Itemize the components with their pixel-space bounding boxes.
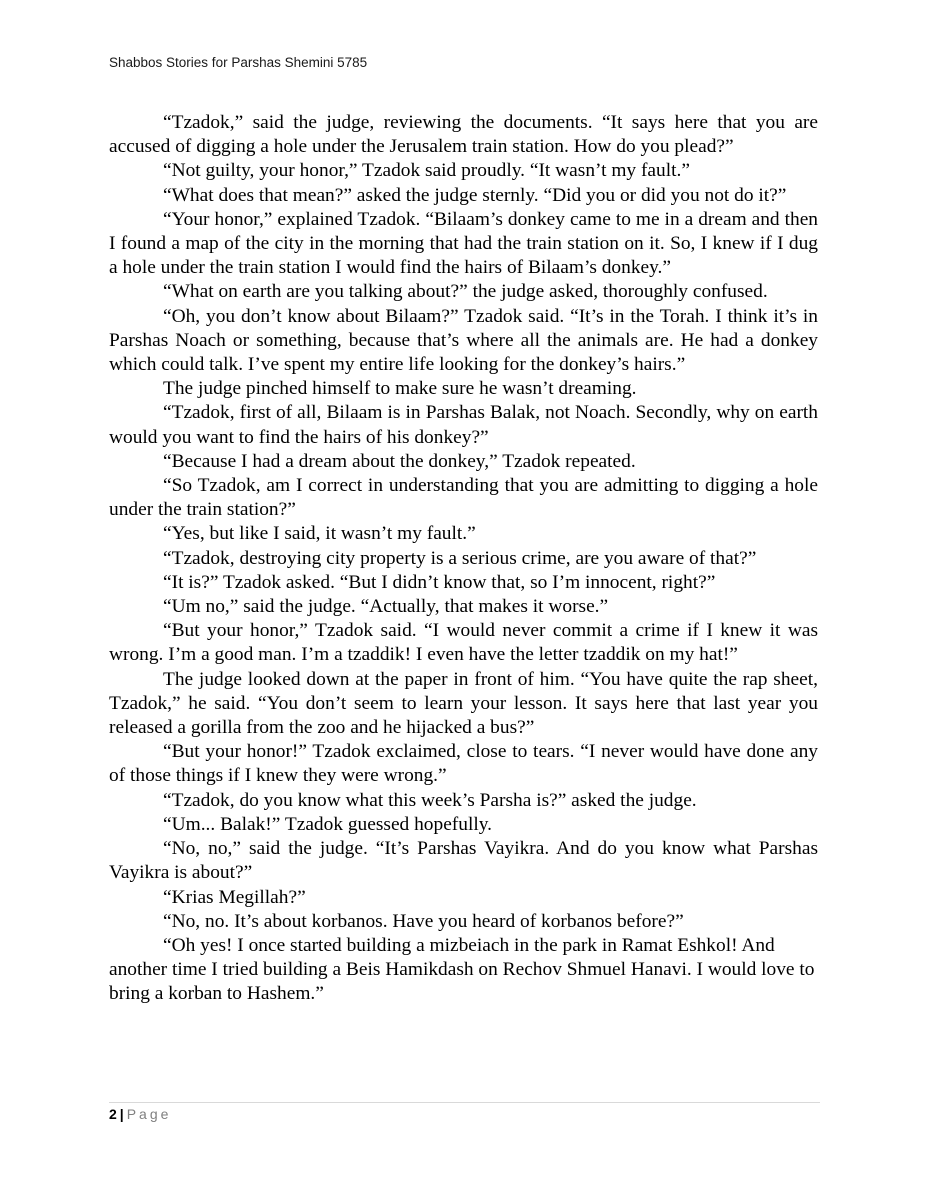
paragraph: “No, no. It’s about korbanos. Have you heard of korbanos before?” xyxy=(163,910,684,932)
paragraph: “Tzadok, do you know what this week’s Parsha is?” asked the judge. xyxy=(163,789,697,811)
paragraph: The judge looked down at the paper in front of him. “You have quite the rap sheet, Tzadok,” he said. “You don’t seem to learn your lesson. It says here that last year you released a gorilla from the zoo and he hijacked a bus?” xyxy=(109,668,818,739)
paragraph: “Yes, but like I said, it wasn’t my fault.” xyxy=(163,523,476,545)
paragraph: “Not guilty, your honor,” Tzadok said proudly. “It wasn’t my fault.” xyxy=(163,160,690,182)
paragraph: “Oh yes! I once started building a mizbeiach in the park in Ramat Eshkol! And another time I tried building a Beis Hamikdash on Rechov Shmuel Hanavi. I would love to bring a korban to Hashem.” xyxy=(109,934,815,1005)
paragraph: “Um... Balak!” Tzadok guessed hopefully. xyxy=(163,813,493,835)
paragraph: The judge pinched himself to make sure he wasn’t dreaming. xyxy=(163,378,637,400)
paragraph: “Oh, you don’t know about Bilaam?” Tzadok said. “It’s in the Torah. I think it’s in Parshas Noach or something, because that’s where all the animals are. He had a donkey which could talk. I’ve spent my entire life looking for the donkey’s hairs.” xyxy=(109,305,818,376)
paragraph: “But your honor,” Tzadok said. “I would never commit a crime if I knew it was wrong. I’m a good man. I’m a tzaddik! I even have the letter tzaddik on my hat!” xyxy=(109,620,818,666)
paragraph: “But your honor!” Tzadok exclaimed, close to tears. “I never would have done any of those things if I knew they were wrong.” xyxy=(109,741,818,787)
paragraph: “Um no,” said the judge. “Actually, that makes it worse.” xyxy=(163,596,609,618)
page-footer xyxy=(109,1106,171,1122)
running-header: Shabbos Stories for Parshas Shemini 5785 xyxy=(109,55,368,70)
footer-divider xyxy=(109,1102,820,1103)
paragraph: “Tzadok, destroying city property is a serious crime, are you aware of that?” xyxy=(163,547,757,569)
paragraph: “Tzadok,” said the judge, reviewing the documents. “It says here that you are accused of digging a hole under the Jerusalem train station. How do you plead?” xyxy=(109,112,818,158)
paragraph: “Because I had a dream about the donkey,” Tzadok repeated. xyxy=(163,450,636,472)
paragraph: “It is?” Tzadok asked. “But I didn’t know that, so I’m innocent, right?” xyxy=(163,571,716,593)
page-label: Page xyxy=(126,1106,172,1122)
paragraph: “Krias Megillah?” xyxy=(163,886,306,908)
paragraph: “Tzadok, first of all, Bilaam is in Parshas Balak, not Noach. Secondly, why on earth would you want to find the hairs of his donkey?” xyxy=(109,402,818,448)
page-number: 2 xyxy=(109,1106,117,1122)
paragraph: “Your honor,” explained Tzadok. “Bilaam’s donkey came to me in a dream and then I found a map of the city in the morning that had the train station on it. So, I knew if I dug a hole under the train station I would find the hairs of Bilaam’s donkey.” xyxy=(109,208,818,279)
paragraph: “No, no,” said the judge. “It’s Parshas Vayikra. And do you know what Parshas Vayikra is about?” xyxy=(109,838,818,884)
paragraph: “What does that mean?” asked the judge sternly. “Did you or did you not do it?” xyxy=(163,184,787,206)
paragraph: “So Tzadok, am I correct in understanding that you are admitting to digging a hole under the train station?” xyxy=(109,475,818,521)
story-body xyxy=(109,111,818,1007)
paragraph: “What on earth are you talking about?” the judge asked, thoroughly confused. xyxy=(163,281,768,303)
footer-separator: | xyxy=(119,1106,124,1122)
